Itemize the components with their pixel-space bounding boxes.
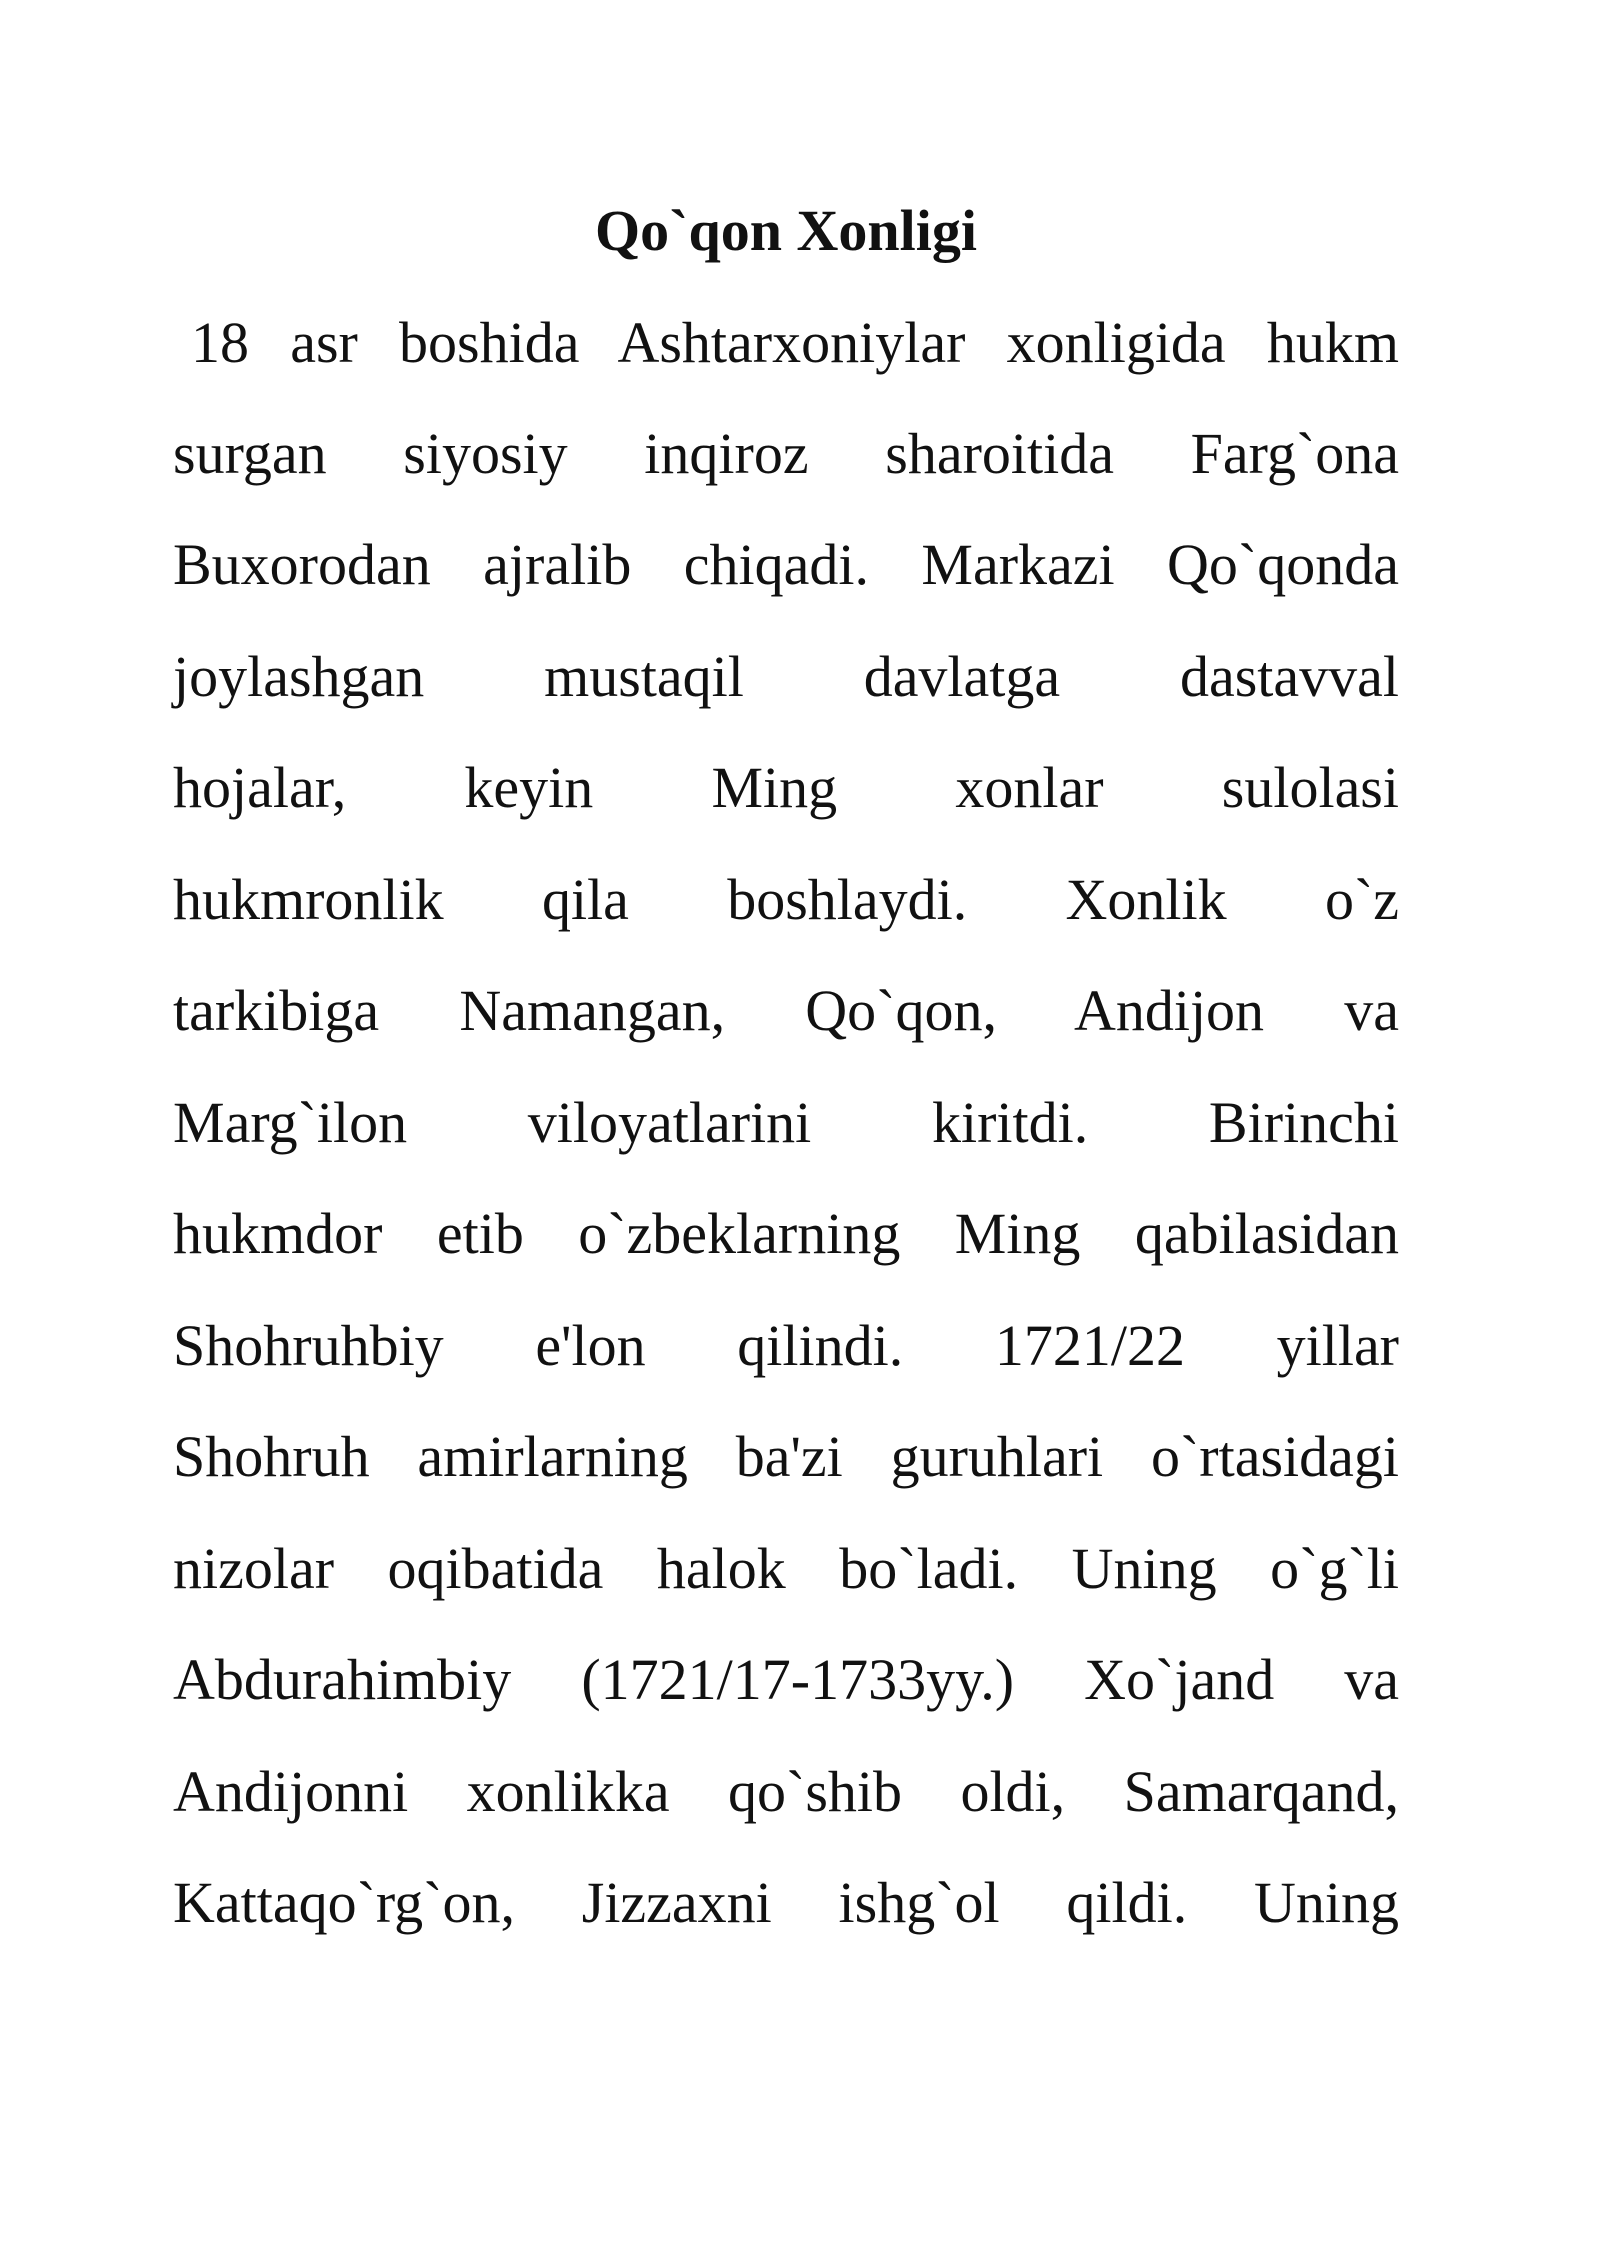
text-line-3: Buxorodan ajralib chiqadi. Markazi Qo`qonda (173, 532, 1399, 597)
text-line-1: 18 asr boshida Ashtarxoniylar xonligida hukm (191, 310, 1399, 375)
text-line-2: surgan siyosiy inqiroz sharoitida Farg`ona (173, 421, 1399, 486)
text-line-8: Marg`ilon viloyatlarini kiritdi. Birinchi (173, 1090, 1399, 1155)
text-line-7: tarkibiga Namangan, Qo`qon, Andijon va (173, 978, 1399, 1043)
text-line-13: Abdurahimbiy (1721/17-1733yy.) Xo`jand va (173, 1647, 1399, 1712)
text-line-15: Kattaqo`rg`on, Jizzaxni ishg`ol qildi. Uning (173, 1870, 1399, 1935)
text-line-10: Shohruhbiy e'lon qilindi. 1721/22 yillar (173, 1313, 1399, 1378)
text-line-11: Shohruh amirlarning ba'zi guruhlari o`rtasidagi (173, 1424, 1399, 1489)
document-title: Qo`qon Xonligi (595, 198, 977, 263)
text-line-9: hukmdor etib o`zbeklarning Ming qabilasidan (173, 1201, 1399, 1266)
text-line-14: Andijonni xonlikka qo`shib oldi, Samarqand, (173, 1759, 1399, 1824)
text-line-6: hukmronlik qila boshlaydi. Xonlik o`z (173, 867, 1399, 932)
text-line-12: nizolar oqibatida halok bo`ladi. Uning o`g`li (173, 1536, 1399, 1601)
text-line-4: joylashgan mustaqil davlatga dastavval (173, 644, 1399, 709)
text-line-5: hojalar, keyin Ming xonlar sulolasi (173, 755, 1399, 820)
